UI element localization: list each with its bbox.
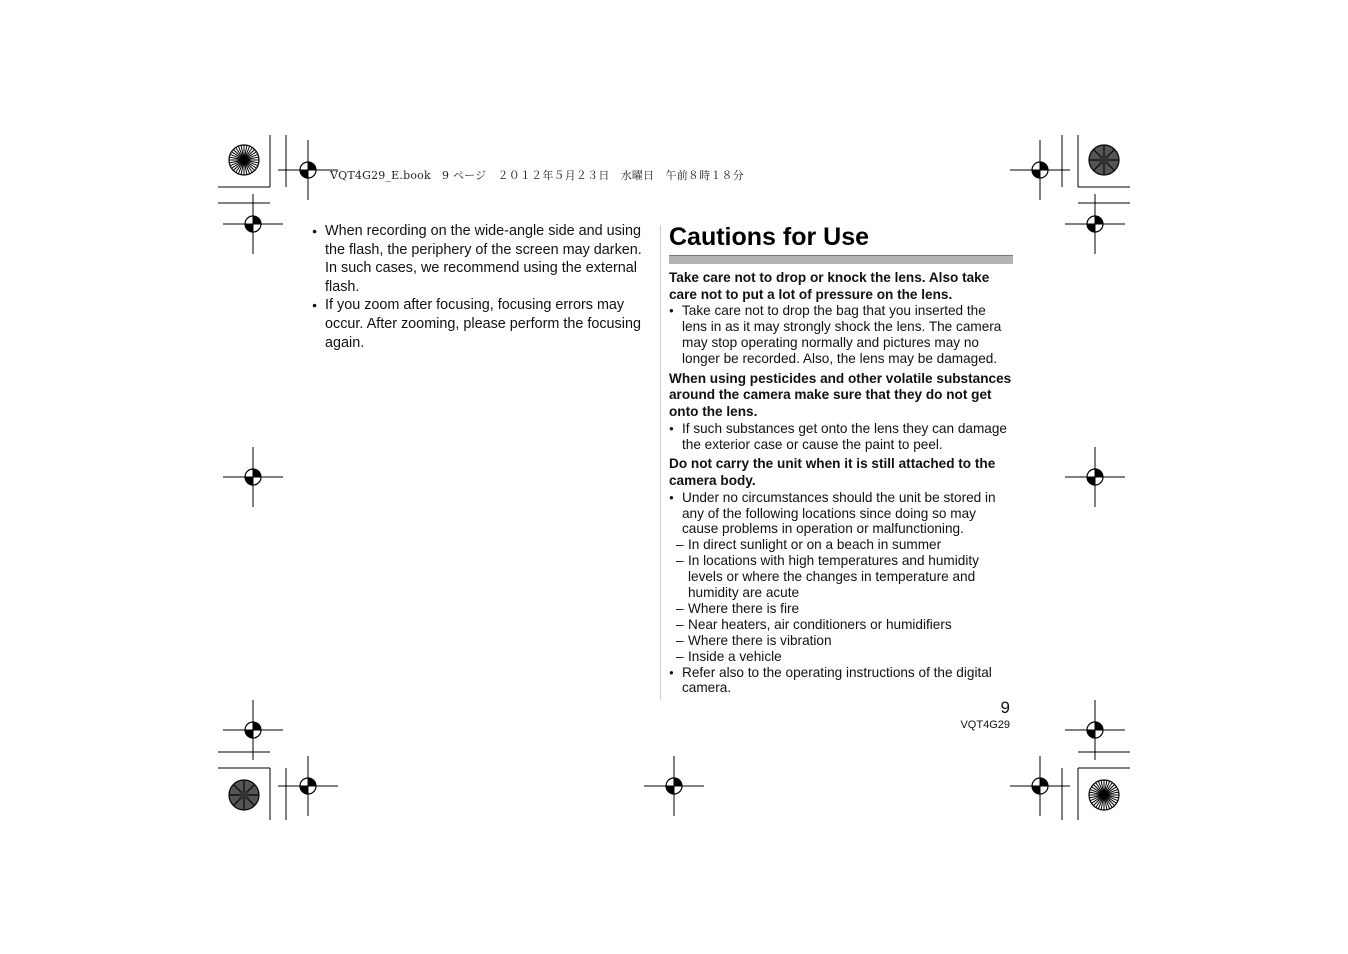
section-heading: Take care not to drop or knock the lens. Also take care not to put a lot of pressure on the lens. bbox=[669, 270, 990, 302]
section-heading: When using pesticides and other volatile substances around the camera make sure that they do not get onto the lens. bbox=[669, 370, 1012, 419]
page-number: 9 bbox=[1000, 698, 1010, 717]
doc-code: VQT4G29 bbox=[960, 719, 1010, 731]
right-column bbox=[669, 222, 1013, 696]
section-heading: Do not carry the unit when it is still attached to the camera body. bbox=[669, 456, 996, 488]
dash-item: – In direct sunlight or on a beach in summer bbox=[669, 537, 1013, 553]
title-rule bbox=[669, 255, 1013, 264]
column-divider bbox=[660, 225, 661, 700]
list-item: ● Refer also to the operating instructions of the digital camera. bbox=[669, 665, 1013, 697]
list-item: ● Take care not to drop the bag that you inserted the lens in as it may strongly shock the lens. The camera may stop operating normally and pictures may no longer be recorded. Also, the lens may be damaged. bbox=[669, 303, 1013, 367]
list-item: ● When recording on the wide-angle side and using the flash, the periphery of the screen may darken. In such cases, we recommend using the external flash. bbox=[312, 222, 652, 296]
file-info-header: VQT4G29_E.book 9 ページ ２０１２年５月２３日 水曜日 午前８時１８分 bbox=[330, 169, 744, 182]
dash-item: – Where there is vibration bbox=[669, 633, 1013, 649]
list-item: ● Under no circumstances should the unit be stored in any of the following locations since doing so may cause problems in operation or malfunctioning. bbox=[669, 490, 1013, 538]
list-item: ● If such substances get onto the lens they can damage the exterior case or cause the paint to peel. bbox=[669, 421, 1013, 453]
dash-item: – Inside a vehicle bbox=[669, 649, 1013, 665]
dash-item: – Near heaters, air conditioners or humidifiers bbox=[669, 617, 1013, 633]
left-column bbox=[312, 222, 652, 352]
dash-item: – In locations with high temperatures and humidity levels or where the changes in temperature and humidity are acute bbox=[669, 553, 1013, 601]
page-title: Cautions for Use bbox=[669, 223, 870, 251]
dash-item: – Where there is fire bbox=[669, 601, 1013, 617]
list-item: ● If you zoom after focusing, focusing errors may occur. After zooming, please perform the focusing again. bbox=[312, 296, 652, 352]
